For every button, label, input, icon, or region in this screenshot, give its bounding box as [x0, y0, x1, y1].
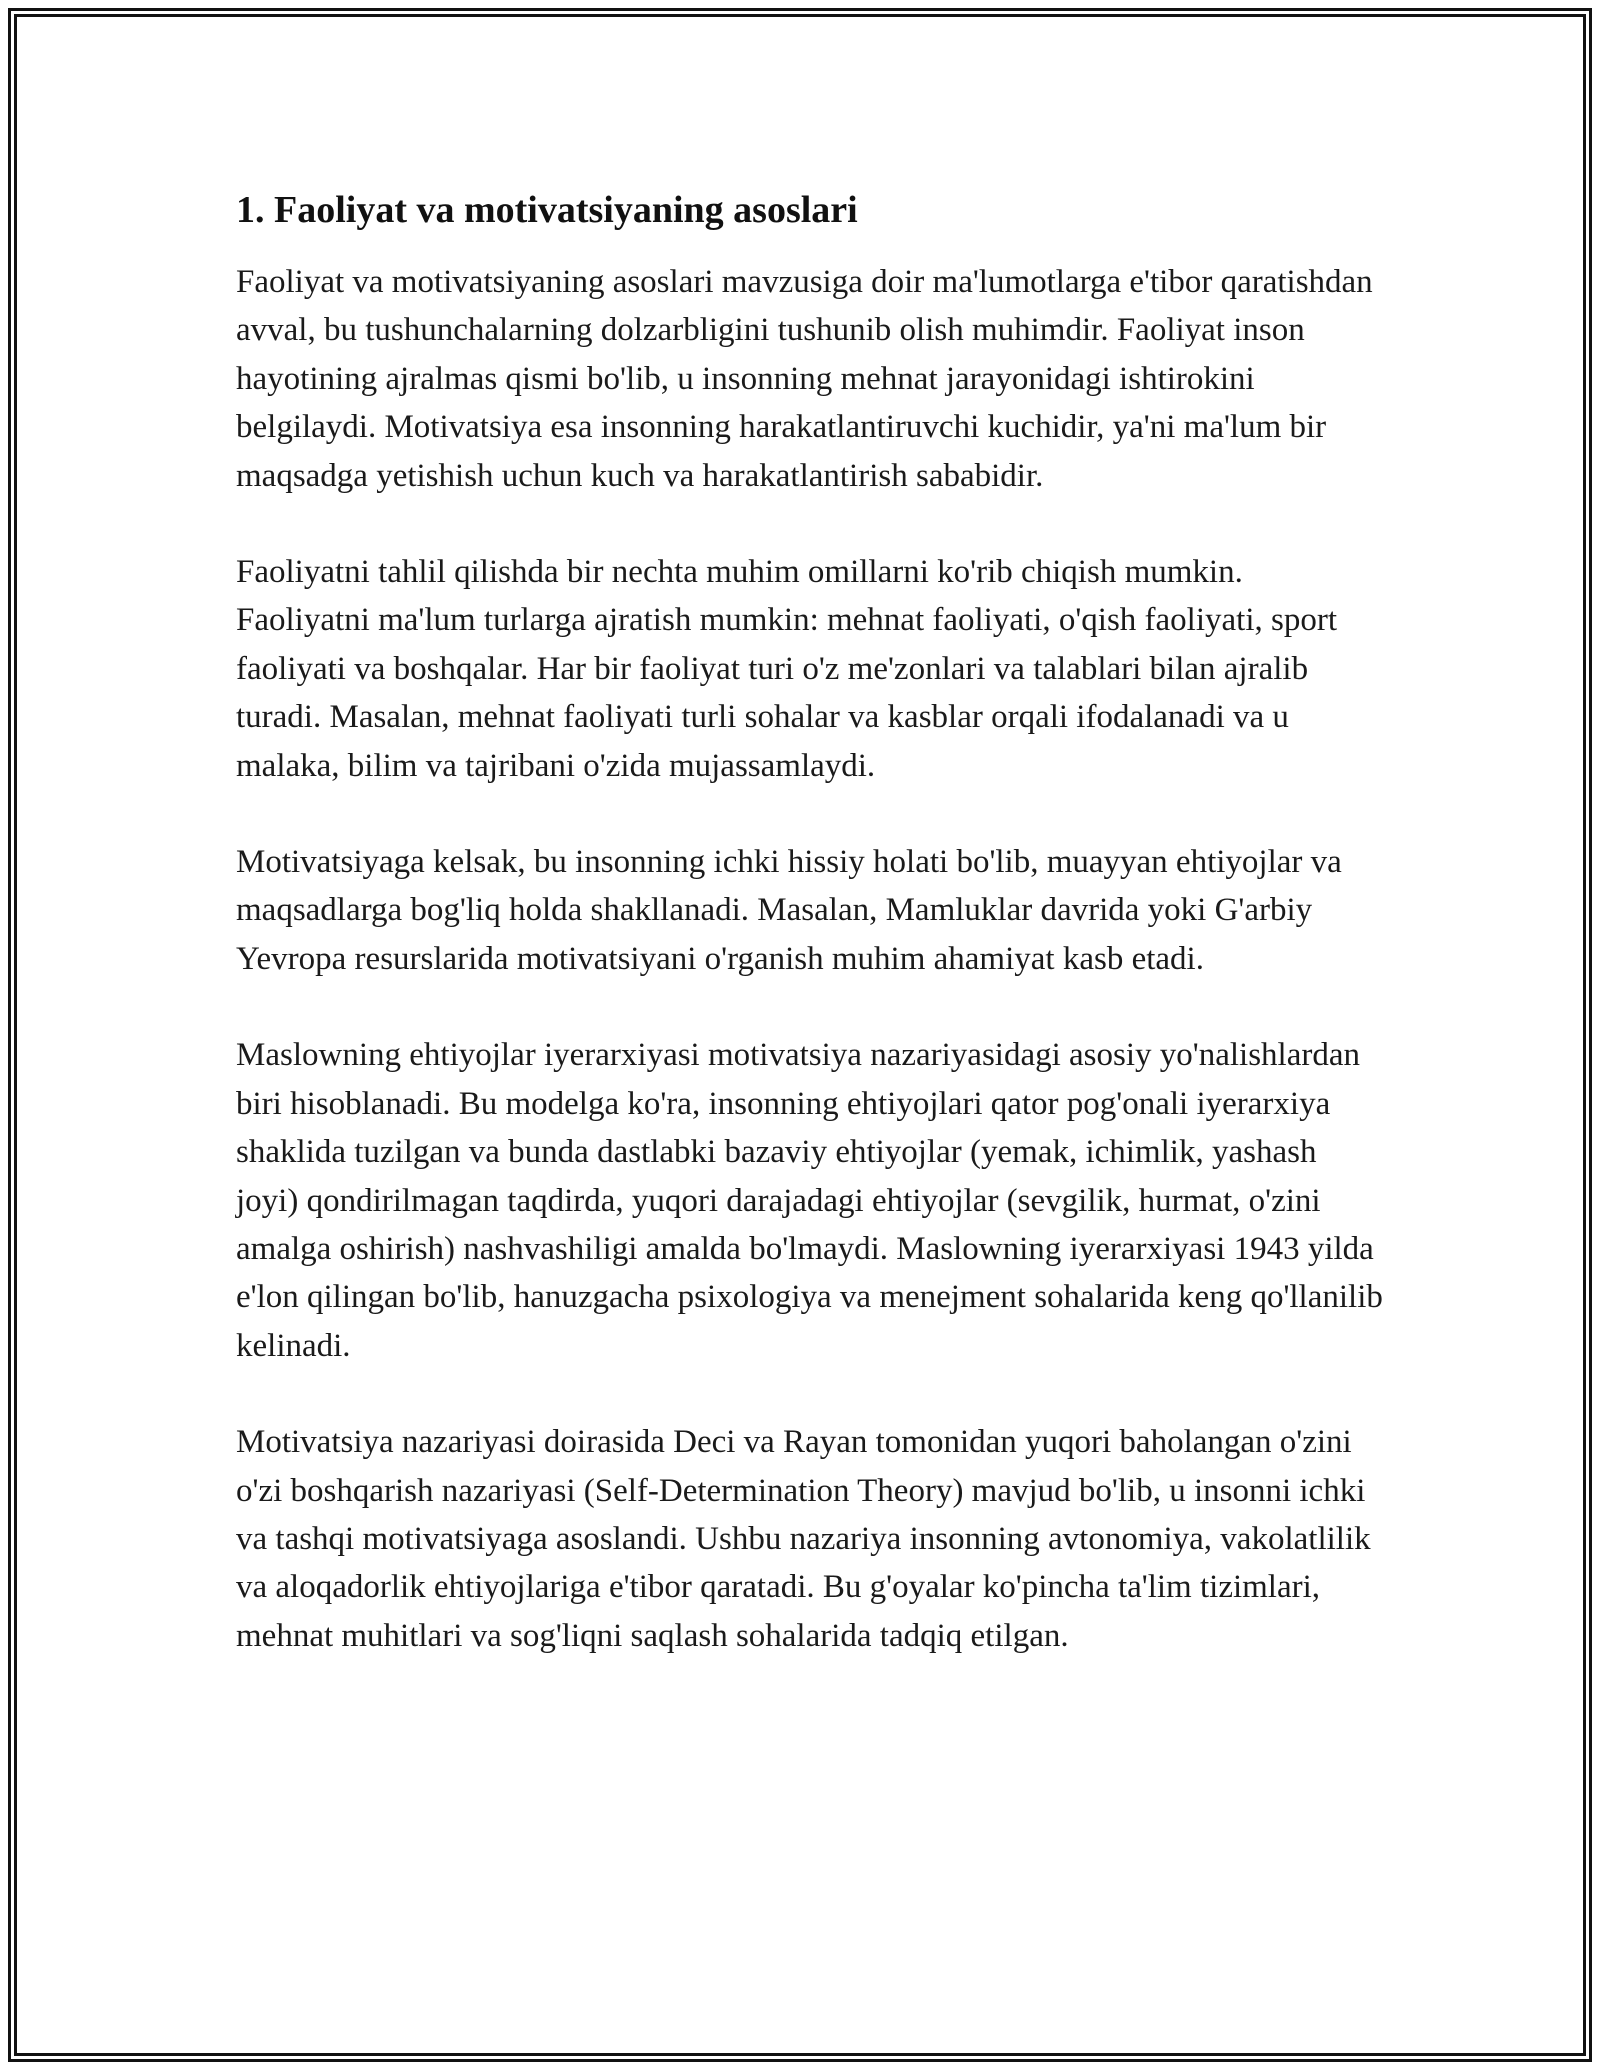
section-heading: 1. Faoliyat va motivatsiyaning asoslari [236, 189, 858, 231]
paragraph-3: Motivatsiyaga kelsak, bu insonning ichki hissiy holati bo'lib, muayyan ehtiyojlar va maqsadlarga bog'liq holda shakllanadi. Masalan, Mamluklar davrida yoki G'arbiy Yevropa resurslarida motivatsiyani o'rganish muhim ahamiyat kasb etadi. [236, 844, 1342, 977]
document-body [236, 186, 1384, 1708]
paragraph-1: Faoliyat va motivatsiyaning asoslari mavzusiga doir ma'lumotlarga e'tibor qaratishdan avval, bu tushunchalarning dolzarbligini tushunib olish muhimdir. Faoliyat inson hayotining ajralmas qismi bo'lib, u insonning mehnat jarayonidagi ishtirokini belgilaydi. Motivatsiya esa insonning harakatlantiruvchi kuchidir, ya'ni ma'lum bir maqsadga yetishish uchun kuch va harakatlantirish sababidir. [236, 264, 1373, 494]
paragraph-4: Maslowning ehtiyojlar iyerarxiyasi motivatsiya nazariyasidagi asosiy yo'nalishlardan biri hisoblanadi. Bu modelga ko'ra, insonning ehtiyojlari qator pog'onali iyerarxiya shaklida tuzilgan va bunda dastlabki bazaviy ehtiyojlar (yemak, ichimlik, yashash joyi) qondirilmagan taqdirda, yuqori darajadagi ehtiyojlar (sevgilik, hurmat, o'zini amalga oshirish) nashvashiligi amalda bo'lmaydi. Maslowning iyerarxiyasi 1943 yilda e'lon qilingan bo'lib, hanuzgacha psixologiya va menejment sohalarida keng qo'llanilib kelinadi. [236, 1037, 1383, 1364]
paragraph-5: Motivatsiya nazariyasi doirasida Deci va Rayan tomonidan yuqori baholangan o'zini o'zi boshqarish nazariyasi (Self-Determination Theory) mavjud bo'lib, u insonni ichki va tashqi motivatsiyaga asoslandi. Ushbu nazariya insonning avtonomiya, vakolatlilik va aloqadorlik ehtiyojlariga e'tibor qaratadi. Bu g'oyalar ko'pincha ta'lim tizimlari, mehnat muhitlari va sog'liqni saqlash sohalarida tadqiq etilgan. [236, 1424, 1371, 1654]
paragraph-2: Faoliyatni tahlil qilishda bir nechta muhim omillarni ko'rib chiqish mumkin. Faoliyatni ma'lum turlarga ajratish mumkin: mehnat faoliyati, o'qish faoliyati, sport faoliyati va boshqalar. Har bir faoliyat turi o'z me'zonlari va talablari bilan ajralib turadi. Masalan, mehnat faoliyati turli sohalar va kasblar orqali ifodalanadi va u malaka, bilim va tajribani o'zida mujassamlaydi. [236, 554, 1337, 784]
